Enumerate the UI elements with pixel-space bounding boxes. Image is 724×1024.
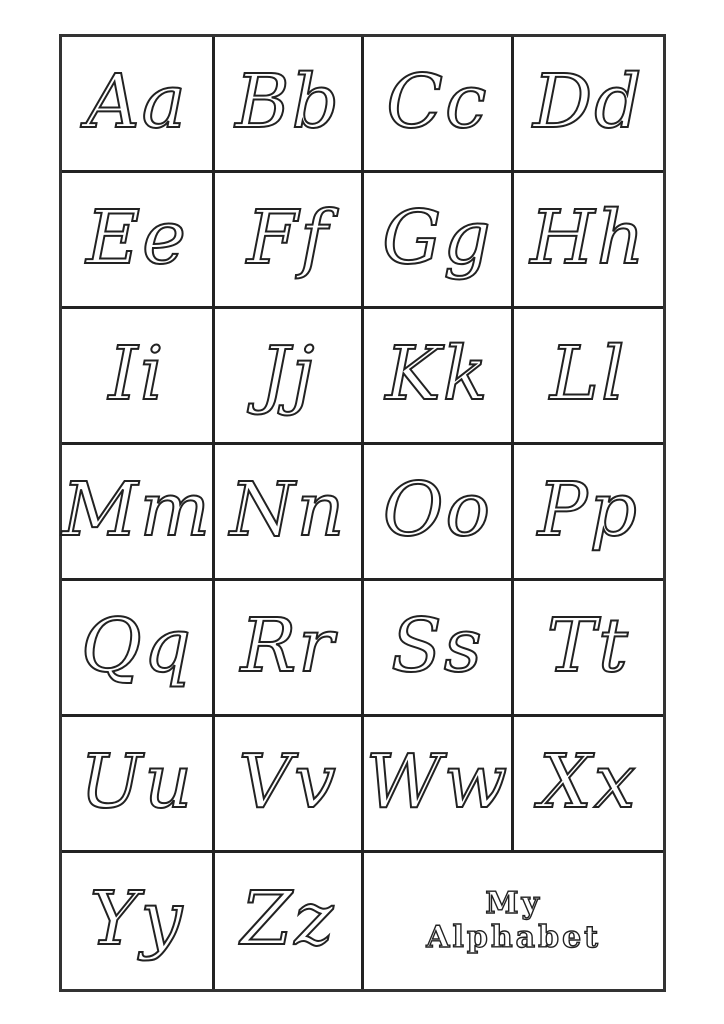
letter-cell-i: [62, 309, 215, 445]
letter-cell-l: [514, 309, 663, 445]
letter-cell-n: [215, 445, 364, 581]
title-line-1: My: [485, 885, 542, 921]
title-line-2: Alphabet: [426, 920, 602, 955]
letter-pair: Dd: [532, 58, 644, 145]
letter-cell-x: [514, 717, 663, 853]
letter-pair: Oo: [382, 466, 493, 553]
letter-cell-v: [215, 717, 364, 853]
letter-cell-o: [364, 445, 513, 581]
letter-pair: Ee: [86, 194, 188, 281]
letter-pair: Kk: [385, 330, 490, 417]
letter-pair: Nn: [229, 466, 347, 553]
letter-cell-s: [364, 581, 513, 717]
letter-pair: Xx: [539, 738, 638, 825]
letter-cell-a: [62, 37, 215, 173]
letter-cell-t: [514, 581, 663, 717]
letter-pair: Qq: [80, 602, 193, 689]
letter-cell-k: [364, 309, 513, 445]
letter-pair: Jj: [259, 330, 317, 417]
title-cell: [364, 853, 663, 989]
alphabet-sheet: [59, 34, 666, 992]
letter-cell-g: [364, 173, 513, 309]
letter-cell-d: [514, 37, 663, 173]
letter-pair: Ll: [549, 330, 627, 417]
letter-pair: Ss: [391, 602, 484, 689]
letter-cell-z: [215, 853, 364, 989]
letter-pair: Cc: [386, 58, 489, 145]
letter-cell-r: [215, 581, 364, 717]
letter-cell-b: [215, 37, 364, 173]
letter-cell-y: [62, 853, 215, 989]
letter-cell-e: [62, 173, 215, 309]
letter-pair: Rr: [240, 602, 336, 689]
letter-pair: Ww: [365, 738, 510, 825]
letter-pair: Yy: [89, 876, 185, 962]
letter-pair: Bb: [235, 58, 341, 145]
letter-cell-q: [62, 581, 215, 717]
letter-pair: Gg: [382, 194, 493, 281]
letter-cell-c: [364, 37, 513, 173]
letter-cell-f: [215, 173, 364, 309]
letter-pair: Pp: [537, 466, 639, 553]
letter-pair: Aa: [86, 58, 188, 145]
letter-pair: Ff: [246, 194, 330, 281]
letter-cell-w: [364, 717, 513, 853]
letter-cell-p: [514, 445, 663, 581]
letter-cell-m: [62, 445, 215, 581]
letter-pair: Zz: [240, 876, 336, 962]
letter-pair: Ii: [108, 330, 166, 417]
letter-cell-j: [215, 309, 364, 445]
letter-cell-u: [62, 717, 215, 853]
letter-pair: Vv: [238, 738, 338, 825]
letter-pair: Uu: [79, 738, 194, 825]
letter-pair: Mm: [62, 466, 212, 553]
letter-cell-h: [514, 173, 663, 309]
letter-pair: Hh: [530, 194, 647, 281]
letter-pair: Tt: [546, 602, 630, 689]
